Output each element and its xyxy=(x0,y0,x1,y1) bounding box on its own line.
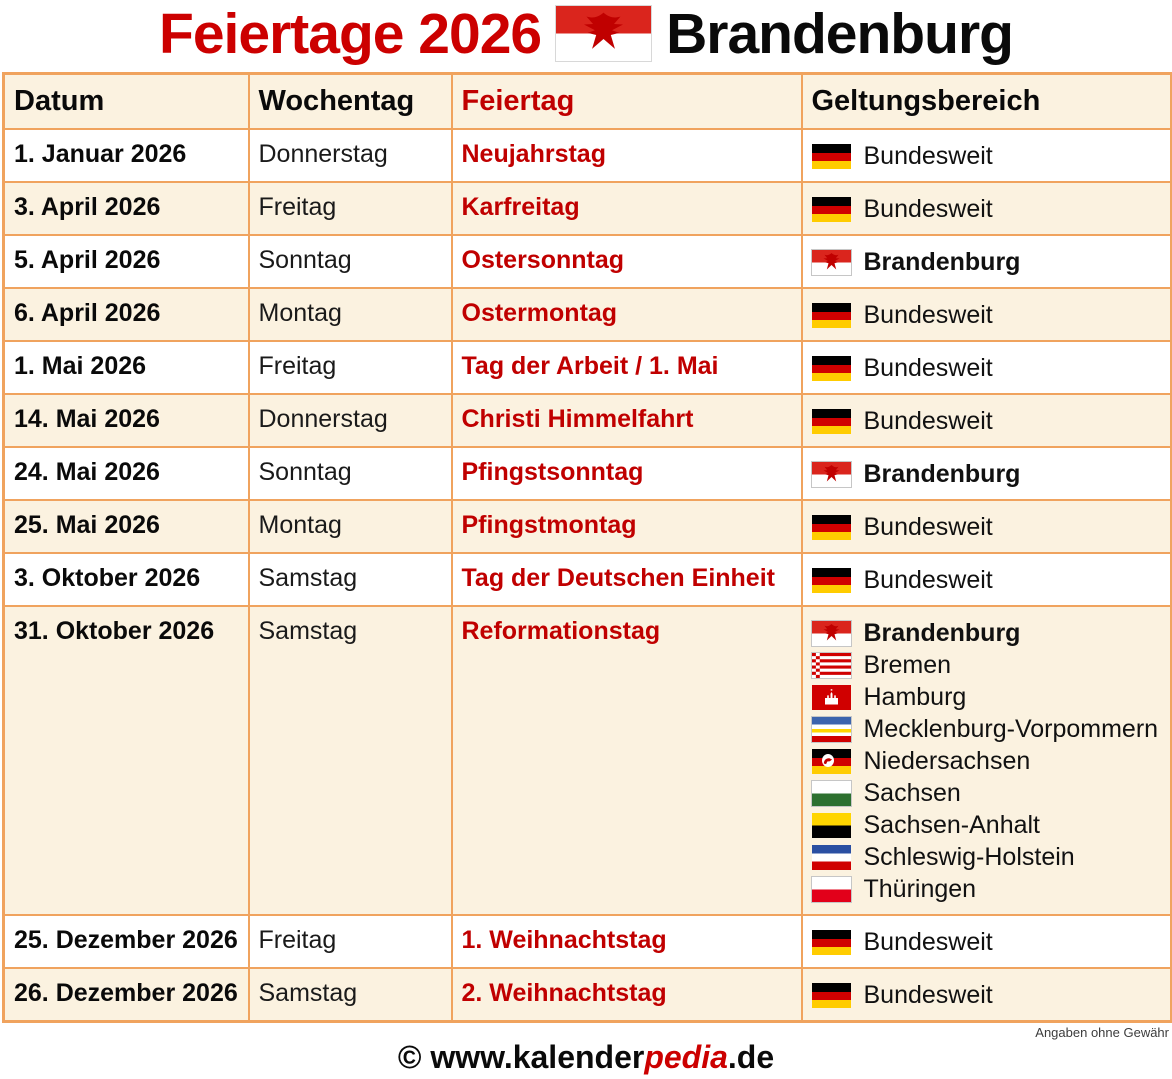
region-item xyxy=(812,979,1167,1011)
region-item xyxy=(812,193,1167,225)
header-wochentag: Wochentag xyxy=(249,74,452,130)
table-row xyxy=(4,968,1172,1022)
geltungsbereich-cell xyxy=(802,915,1172,968)
wochentag-cell: Samstag xyxy=(249,553,452,606)
region-label: Bundesweit xyxy=(863,194,993,223)
region-item xyxy=(812,458,1167,490)
table-row xyxy=(4,235,1172,288)
region-item xyxy=(812,681,1167,713)
wochentag-cell: Samstag xyxy=(249,606,452,915)
region-item xyxy=(812,841,1167,873)
wochentag-cell: Freitag xyxy=(249,341,452,394)
header-feiertag: Feiertag xyxy=(452,74,802,130)
feiertag-cell: 1. Weihnachtstag xyxy=(452,915,802,968)
brandenburg-flag-icon xyxy=(812,250,851,275)
region-label: Bundesweit xyxy=(863,300,993,329)
geltungsbereich-cell xyxy=(802,341,1172,394)
feiertag-cell: Tag der Arbeit / 1. Mai xyxy=(452,341,802,394)
germany-flag-icon xyxy=(812,515,851,540)
copyright-brand: pedia xyxy=(644,1039,728,1075)
table-row xyxy=(4,447,1172,500)
region-label: Bundesweit xyxy=(863,512,993,541)
wochentag-cell: Montag xyxy=(249,500,452,553)
region-item xyxy=(812,140,1167,172)
wochentag-cell: Freitag xyxy=(249,915,452,968)
germany-flag-icon xyxy=(812,568,851,593)
datum-cell: 3. April 2026 xyxy=(4,182,249,235)
region-label: Sachsen xyxy=(863,778,961,807)
feiertag-cell: Pfingstmontag xyxy=(452,500,802,553)
thueringen-flag-icon xyxy=(812,877,851,902)
geltungsbereich-cell xyxy=(802,288,1172,341)
geltungsbereich-cell xyxy=(802,235,1172,288)
feiertag-cell: Ostersonntag xyxy=(452,235,802,288)
region-label: Bundesweit xyxy=(863,980,993,1009)
copyright-line xyxy=(0,1039,1172,1076)
region-label: Brandenburg xyxy=(863,459,1021,488)
region-item xyxy=(812,926,1167,958)
germany-flag-icon xyxy=(812,409,851,434)
niedersachsen-flag-icon xyxy=(812,749,851,774)
feiertag-cell: Reformationstag xyxy=(452,606,802,915)
datum-cell: 14. Mai 2026 xyxy=(4,394,249,447)
datum-cell: 25. Dezember 2026 xyxy=(4,915,249,968)
region-label: Brandenburg xyxy=(863,618,1021,647)
region-label: Bundesweit xyxy=(863,406,993,435)
brandenburg-flag-icon xyxy=(812,621,851,646)
geltungsbereich-cell xyxy=(802,968,1172,1022)
datum-cell: 3. Oktober 2026 xyxy=(4,553,249,606)
region-item xyxy=(812,352,1167,384)
title-year-text: Feiertage 2026 xyxy=(159,1,542,66)
hamburg-flag-icon xyxy=(812,685,851,710)
table-header-row xyxy=(4,74,1172,130)
table-row xyxy=(4,288,1172,341)
geltungsbereich-cell xyxy=(802,553,1172,606)
table-row xyxy=(4,606,1172,915)
feiertag-cell: Pfingstsonntag xyxy=(452,447,802,500)
geltungsbereich-cell xyxy=(802,182,1172,235)
brandenburg-flag-icon xyxy=(556,6,651,61)
region-label: Mecklenburg-Vorpommern xyxy=(863,714,1159,743)
region-label: Bremen xyxy=(863,650,952,679)
germany-flag-icon xyxy=(812,356,851,381)
datum-cell: 1. Januar 2026 xyxy=(4,129,249,182)
region-item xyxy=(812,405,1167,437)
datum-cell: 31. Oktober 2026 xyxy=(4,606,249,915)
table-row xyxy=(4,129,1172,182)
region-label: Bundesweit xyxy=(863,927,993,956)
germany-flag-icon xyxy=(812,930,851,955)
bremen-flag-icon xyxy=(812,653,851,678)
region-label: Bundesweit xyxy=(863,141,993,170)
page-title xyxy=(0,0,1172,72)
wochentag-cell: Freitag xyxy=(249,182,452,235)
feiertag-cell: Karfreitag xyxy=(452,182,802,235)
header-geltungsbereich: Geltungsbereich xyxy=(802,74,1172,130)
region-item xyxy=(812,649,1167,681)
feiertag-cell: Christi Himmelfahrt xyxy=(452,394,802,447)
geltungsbereich-cell xyxy=(802,500,1172,553)
region-label: Bundesweit xyxy=(863,353,993,382)
datum-cell: 24. Mai 2026 xyxy=(4,447,249,500)
title-state-text: Brandenburg xyxy=(666,1,1013,66)
region-label: Bundesweit xyxy=(863,565,993,594)
wochentag-cell: Sonntag xyxy=(249,447,452,500)
wochentag-cell: Donnerstag xyxy=(249,129,452,182)
region-item xyxy=(812,713,1167,745)
brandenburg-flag-icon xyxy=(812,462,851,487)
datum-cell: 25. Mai 2026 xyxy=(4,500,249,553)
region-item xyxy=(812,617,1167,649)
region-label: Hamburg xyxy=(863,682,967,711)
region-label: Schleswig-Holstein xyxy=(863,842,1075,871)
disclaimer-text: Angaben ohne Gewähr xyxy=(1035,1025,1169,1040)
geltungsbereich-cell xyxy=(802,447,1172,500)
region-item xyxy=(812,745,1167,777)
copyright-prefix: © www.kalender xyxy=(397,1039,645,1075)
germany-flag-icon xyxy=(812,983,851,1008)
geltungsbereich-cell xyxy=(802,606,1172,915)
table-row xyxy=(4,341,1172,394)
region-item xyxy=(812,809,1167,841)
wochentag-cell: Samstag xyxy=(249,968,452,1022)
geltungsbereich-cell xyxy=(802,129,1172,182)
feiertag-cell: Ostermontag xyxy=(452,288,802,341)
header-datum: Datum xyxy=(4,74,249,130)
region-label: Niedersachsen xyxy=(863,746,1031,775)
region-item xyxy=(812,564,1167,596)
region-item xyxy=(812,246,1167,278)
table-row xyxy=(4,915,1172,968)
feiertag-cell: 2. Weihnachtstag xyxy=(452,968,802,1022)
datum-cell: 6. April 2026 xyxy=(4,288,249,341)
copyright-suffix: .de xyxy=(727,1039,775,1075)
wochentag-cell: Donnerstag xyxy=(249,394,452,447)
geltungsbereich-cell xyxy=(802,394,1172,447)
region-item xyxy=(812,511,1167,543)
wochentag-cell: Sonntag xyxy=(249,235,452,288)
mecklenburg-vorpommern-flag-icon xyxy=(812,717,851,742)
table-row xyxy=(4,553,1172,606)
region-label: Sachsen-Anhalt xyxy=(863,810,1041,839)
wochentag-cell: Montag xyxy=(249,288,452,341)
datum-cell: 26. Dezember 2026 xyxy=(4,968,249,1022)
region-label: Thüringen xyxy=(863,874,977,903)
table-row xyxy=(4,500,1172,553)
feiertag-cell: Neujahrstag xyxy=(452,129,802,182)
table-row xyxy=(4,182,1172,235)
region-label: Brandenburg xyxy=(863,247,1021,276)
region-item xyxy=(812,299,1167,331)
table-row xyxy=(4,394,1172,447)
sachsen-flag-icon xyxy=(812,781,851,806)
sachsen-anhalt-flag-icon xyxy=(812,813,851,838)
datum-cell: 1. Mai 2026 xyxy=(4,341,249,394)
datum-cell: 5. April 2026 xyxy=(4,235,249,288)
region-item xyxy=(812,777,1167,809)
feiertag-cell: Tag der Deutschen Einheit xyxy=(452,553,802,606)
region-item xyxy=(812,873,1167,905)
germany-flag-icon xyxy=(812,303,851,328)
germany-flag-icon xyxy=(812,144,851,169)
germany-flag-icon xyxy=(812,197,851,222)
holidays-table xyxy=(2,72,1172,1023)
schleswig-holstein-flag-icon xyxy=(812,845,851,870)
